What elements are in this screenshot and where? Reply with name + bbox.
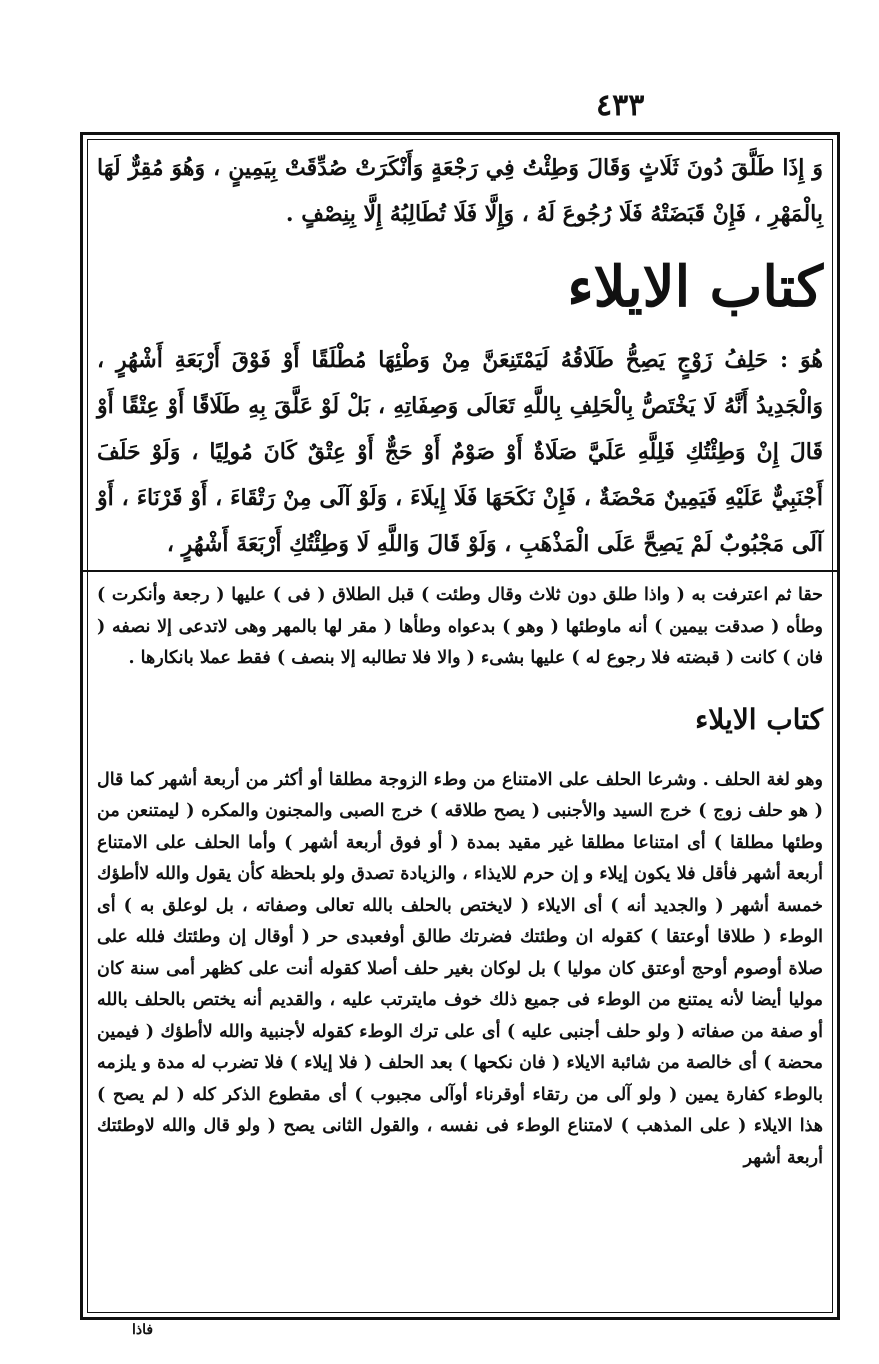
matn-section: [97, 145, 823, 567]
sharh-section: [97, 580, 823, 1174]
catchword: فاذا: [132, 1322, 154, 1338]
matn-paragraph-1: وَ إِذَا طَلَّقَ دُونَ ثَلَاثٍ وَقَالَ وَطِئْتُ فِي رَجْعَةٍ وَأَنْكَرَتْ صُدِّقَتْ بِيَمِينٍ ، وَهُوَ مُقِرٌّ لَهَا بِالْمَهْرِ ، فَإِنْ قَبَضَتْهُ فَلَا رُجُوعَ لَهُ ، وَإِلَّا فَلَا تُطَالِبُهُ إِلَّا بِنِصْفٍ .: [97, 155, 823, 227]
page-frame: [80, 132, 840, 1320]
sharh-chapter-title: كتاب الايلاء: [695, 702, 823, 736]
matn-paragraph-2: هُوَ : حَلِفُ زَوْجٍ يَصِحُّ طَلَاقُهُ لَيَمْتَنِعَنَّ مِنْ وَطْئِهَا مُطْلَقًا أَوْ فَوْقَ أَرْبَعَةِ أَشْهُرٍ ، وَالْجَدِيدُ أَنَّهُ لَا يَخْتَصُّ بِالْحَلِفِ بِاللَّهِ تَعَالَى وَصِفَاتِهِ ، بَلْ لَوْ عَلَّقَ بِهِ طَلَاقًا أَوْ عِتْقًا أَوْ قَالَ إِنْ وَطِئْتُكِ فَلِلَّهِ عَلَيَّ صَلَاةٌ أَوْ صَوْمٌ أَوْ حَجٌّ أَوْ عِتْقٌ كَانَ مُولِيًا ، وَلَوْ حَلَفَ أَجْنَبِيٌّ عَلَيْهِ فَيَمِينٌ مَحْضَةٌ ، فَإِنْ نَكَحَهَا فَلَا إِيلَاءَ ، وَلَوْ آلَى مِنْ رَتْقَاءَ ، أَوْ قَرْنَاءَ ، أَوْ آلَى مَجْبُوبٌ لَمْ يَصِحَّ عَلَى الْمَذْهَبِ ، وَلَوْ قَالَ وَاللَّهِ لَا وَطِئْتُكِ أَرْبَعَةَ أَشْهُرٍ ،: [97, 347, 823, 557]
page-number: ٤٣٣: [596, 88, 645, 123]
matn-chapter-title: كتاب الايلاء: [567, 254, 823, 320]
section-divider: [83, 570, 837, 572]
sharh-paragraph-1: حقا ثم اعترفت به ( واذا طلق دون ثلاث وقال وطئت ) قبل الطلاق ( فى ) عليها ( رجعة وأنكرت ) وطأه ( صدقت بيمين ) أنه ماوطئها ( وهو ) بدعواه وطأها ( مقر لها بالمهر وهى لاتدعى إلا نصفه ( فان ) كانت ( قبضته فلا رجوع له ) عليها بشىء ( والا فلا تطالبه إلا بنصف ) فقط عملا بانكارها .: [97, 585, 823, 668]
sharh-paragraph-2: وهو لغة الحلف . وشرعا الحلف على الامتناع من وطء الزوجة مطلقا أو أكثر من أربعة أشهر كما قال ( هو حلف زوج ) خرج السيد والأجنبى ( يصح طلاقه ) خرج الصبى والمجنون والمكره ( ليمتنعن من وطئها مطلقا ) أى امتناعا مطلقا غير مقيد بمدة ( أو فوق أربعة أشهر ) وأما الحلف على الامتناع أربعة أشهر فأقل فلا يكون إيلاء و إن حرم للايذاء ، والزيادة تصدق ولو بلحظة كأن يقول والله لاأطؤك خمسة أشهر ( والجديد أنه ) أى الايلاء ( لايختص بالحلف بالله تعالى وصفاته ، بل لوعلق به ) أى الوطء ( طلاقا أوعتقا ) كقوله ان وطئتك فضرتك طالق أوفعبدى حر ( أوقال إن وطئتك فلله على صلاة أوصوم أوحج أوعتق كان موليا ) بل لوكان بغير حلف أصلا كقوله أنت على كظهر أمى سنة كان موليا أيضا لأنه يمتنع من الوطء فى جميع ذلك خوف مايترتب عليه ، والقديم أنه يختص بالحلف بالله أو صفة من صفاته ( ولو حلف أجنبى عليه ) أى على ترك الوطء كقوله لأجنبية والله لاأطؤك ( فيمين محضة ) أى خالصة من شائبة الايلاء ( فان نكحها ) بعد الحلف ( فلا إيلاء ) فلا تضرب له مدة و يلزمه بالوطء كفارة يمين ( ولو آلى من رتقاء أوقرناء أوآلى مجبوب ) أى مقطوع الذكر كله ( لم يصح ) هذا الايلاء ( على المذهب ) لامتناع الوطء فى نفسه ، والقول الثانى يصح ( ولو قال والله لاوطئتك أربعة أشهر: [97, 769, 823, 1168]
